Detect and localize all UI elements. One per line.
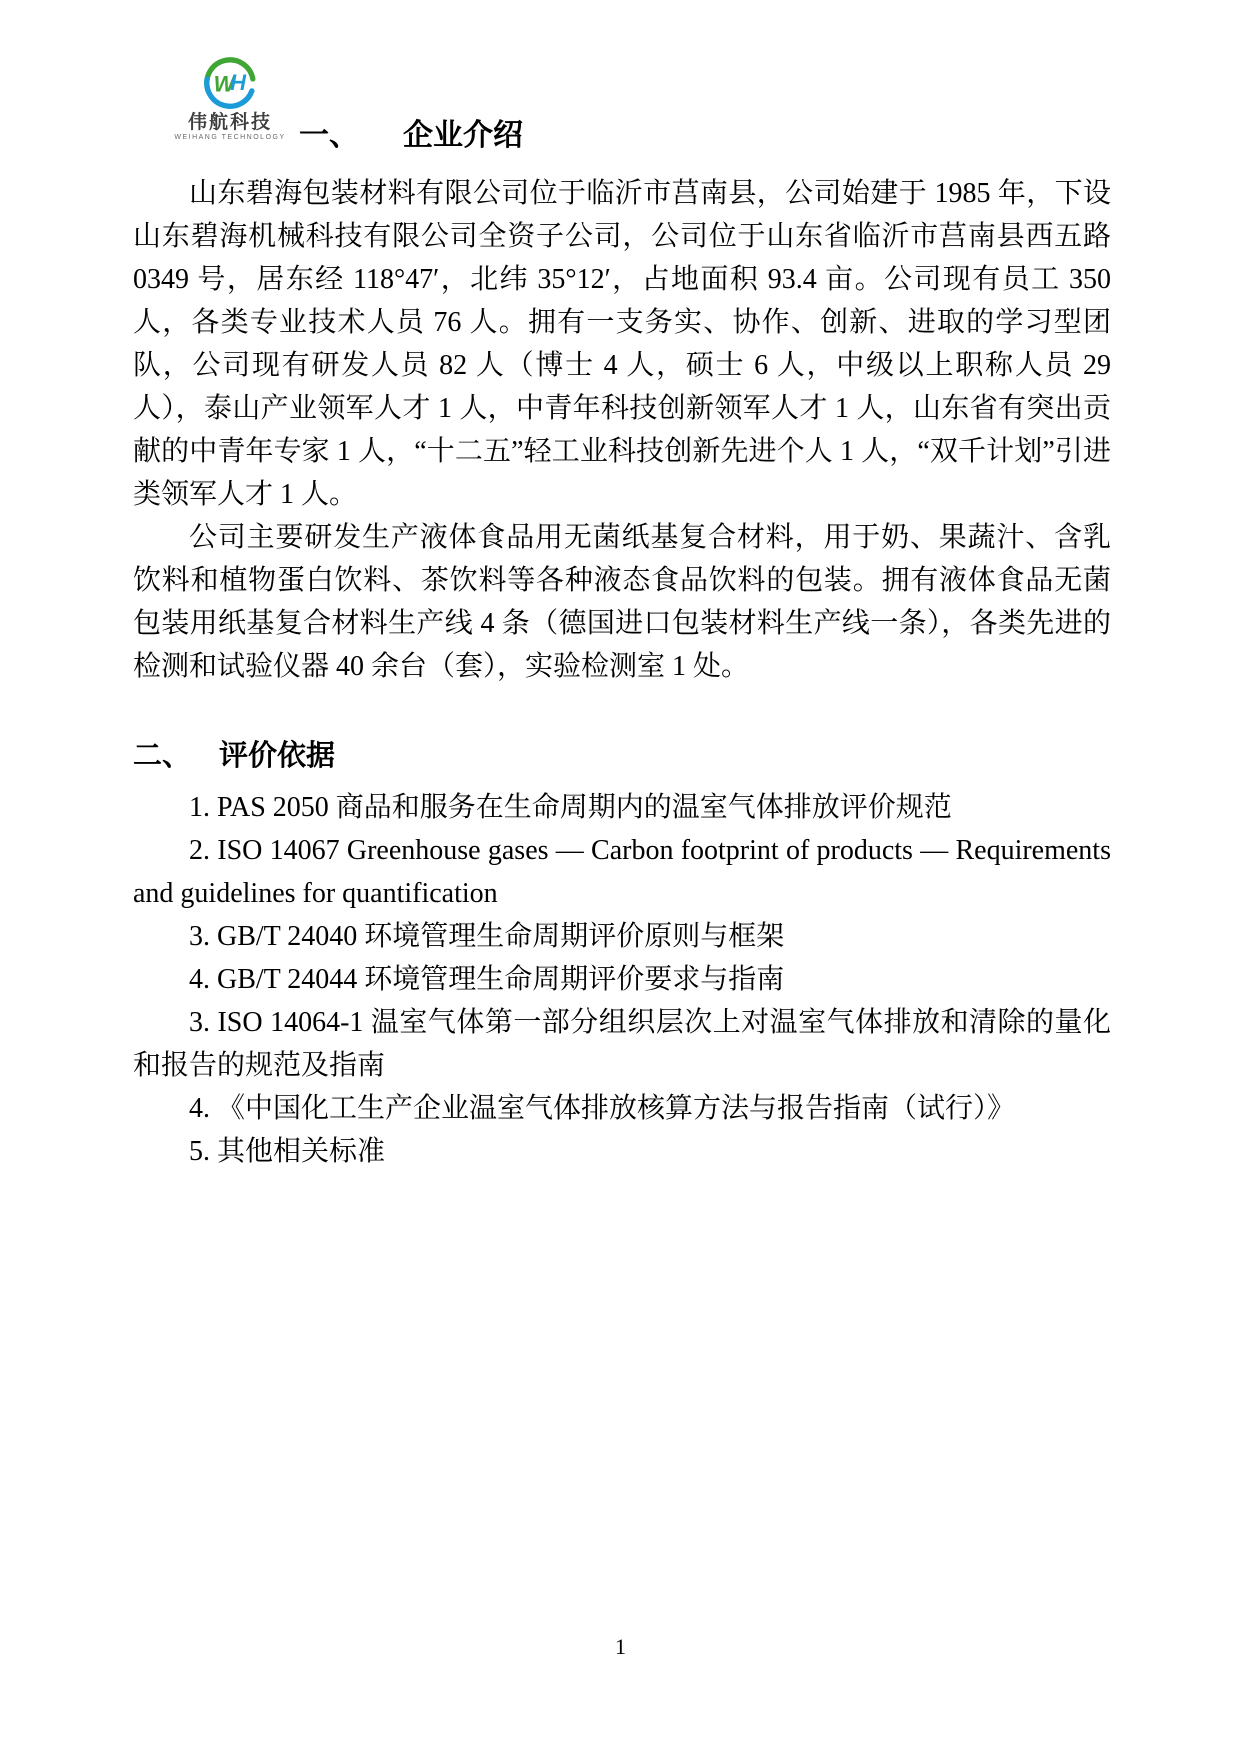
page-number: 1	[615, 1634, 626, 1659]
logo-letter-h: H	[230, 69, 247, 95]
basis-item: 2. ISO 14067 Greenhouse gases — Carbon footprint of products — Requirements and guidelines for quantification	[133, 835, 1111, 909]
basis-item: 3. GB/T 24040 环境管理生命周期评价原则与框架	[189, 921, 785, 952]
basis-item: 5. 其他相关标准	[189, 1136, 386, 1167]
logo-letter-w: W	[213, 71, 235, 97]
heading-number: 一、	[299, 119, 359, 152]
brand-name-cn: 伟航科技	[187, 112, 272, 133]
heading-title: 评价依据	[219, 740, 336, 772]
intro-paragraph-2: 公司主要研发生产液体食品用无菌纸基复合材料，用于奶、果蔬汁、含乳饮料和植物蛋白饮料、茶饮料等各种液态食品饮料的包装。拥有液体食品无菌包装用纸基复合材料生产线 4 条（德国进口包装材料生产线一条），各类先进的检测和试验仪器 40 余台（套），实验检测室 1 处。	[133, 522, 1111, 682]
basis-item: 4. 《中国化工生产企业温室气体排放核算方法与报告指南（试行）》	[189, 1093, 1016, 1124]
heading-number: 二、	[133, 740, 192, 772]
basis-item: 3. ISO 14064-1 温室气体第一部分组织层次上对温室气体排放和清除的量化和报告的规范及指南	[133, 1007, 1111, 1081]
basis-list	[133, 786, 1111, 1173]
section-heading-basis	[133, 736, 1111, 776]
intro-paragraph-1: 山东碧海包装材料有限公司位于临沂市莒南县，公司始建于 1985 年，下设山东碧海机械科技有限公司全资子公司，公司位于山东省临沂市莒南县西五路 0349 号，居东经 118°47′，北纬 35°12′，占地面积 93.4 亩。公司现有员工 350 人，各类专业技术人员 76 人。拥有一支务实、协作、创新、进取的学习型团队，公司现有研发人员 82 人（博士 4 人，硕士 6 人，中级以上职称人员 29 人），泰山产业领军人才 1 人，中青年科技创新领军人才 1 人，山东省有突出贡献的中青年专家 1 人，“十二五”轻工业科技创新先进个人 1 人，“双千计划”引进类领军人才 1 人。	[133, 178, 1111, 510]
heading-title: 企业介绍	[403, 119, 523, 152]
section-heading-intro	[133, 0, 1111, 156]
basis-item: 1. PAS 2050 商品和服务在生命周期内的温室气体排放评价规范	[189, 792, 952, 823]
basis-item: 4. GB/T 24044 环境管理生命周期评价要求与指南	[189, 964, 785, 995]
document-body	[133, 0, 1111, 1173]
brand-name-en: WEIHANG TECHNOLOGY	[174, 134, 286, 141]
